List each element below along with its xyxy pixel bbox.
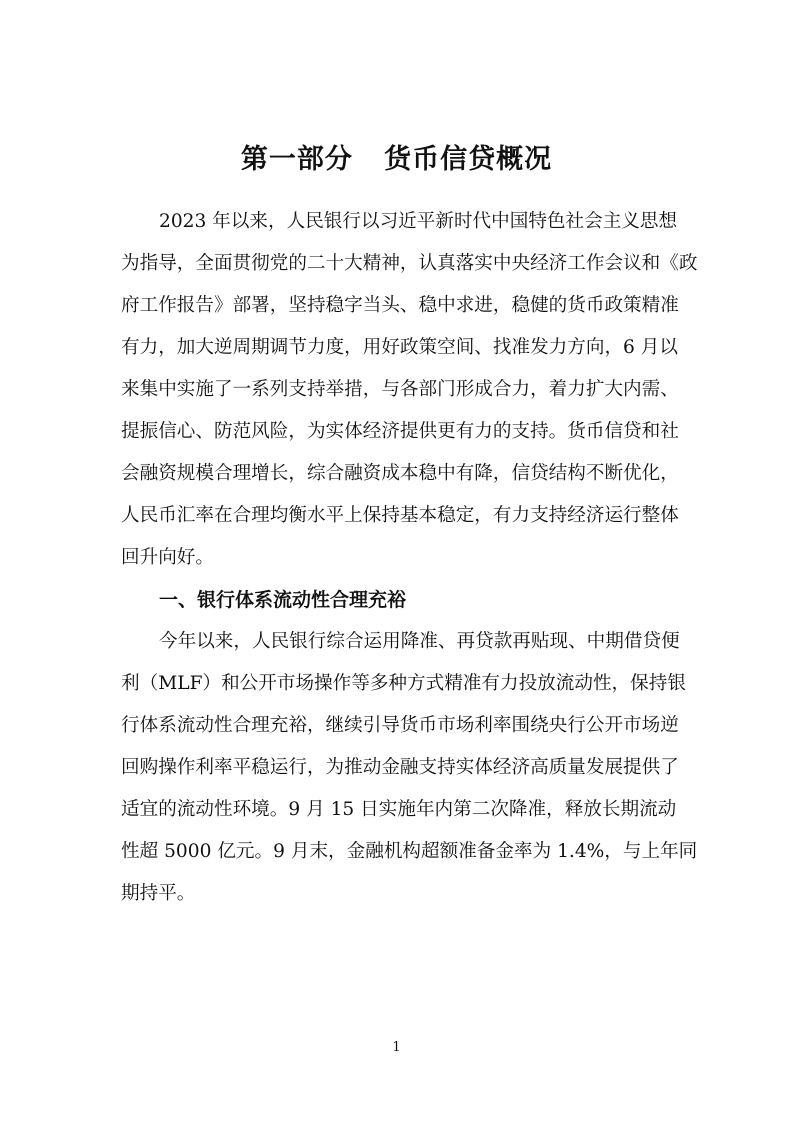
paragraph-line: 有力，加大逆周期调节力度，用好政策空间、找准发力方向，6 月以	[121, 337, 678, 358]
paragraph-line: 会融资规模合理增长，综合融资成本稳中有降，信贷结构不断优化，	[121, 463, 679, 484]
paragraph-line: 2023 年以来，人民银行以习近平新时代中国特色社会主义思想	[159, 211, 678, 232]
paragraph-line: 提振信心、防范风险，为实体经济提供更有力的支持。货币信贷和社	[121, 421, 679, 442]
paragraph-line: 适宜的流动性环境。9 月 15 日实施年内第二次降准，释放长期流动	[121, 799, 677, 820]
paragraph-line: 回升向好。	[121, 547, 214, 568]
page-title: 第一部分 货币信贷概况	[240, 144, 553, 175]
paragraph-line: 性超 5000 亿元。9 月末，金融机构超额准备金率为 1.4%，与上年同	[121, 841, 698, 862]
paragraph-line: 为指导，全面贯彻党的二十大精神，认真落实中央经济工作会议和《政	[121, 253, 698, 274]
paragraph-line: 利（MLF）和公开市场操作等多种方式精准有力投放流动性，保持银	[121, 673, 686, 694]
paragraph-line: 今年以来，人民银行综合运用降准、再贷款再贴现、中期借贷便	[159, 631, 680, 652]
paragraph-line: 行体系流动性合理充裕，继续引导货币市场利率围绕央行公开市场逆	[121, 715, 679, 736]
paragraph-line: 人民币汇率在合理均衡水平上保持基本稳定，有力支持经济运行整体	[121, 505, 679, 526]
page-number: 1	[392, 1040, 401, 1055]
paragraph-line: 期持平。	[121, 883, 196, 904]
section-heading: 一、银行体系流动性合理充裕	[159, 589, 407, 611]
paragraph-line: 回购操作利率平稳运行，为推动金融支持实体经济高质量发展提供了	[121, 757, 679, 778]
paragraph-line: 来集中实施了一系列支持举措，与各部门形成合力，着力扩大内需、	[121, 379, 679, 400]
paragraph-line: 府工作报告》部署，坚持稳字当头、稳中求进，稳健的货币政策精准	[121, 295, 679, 316]
